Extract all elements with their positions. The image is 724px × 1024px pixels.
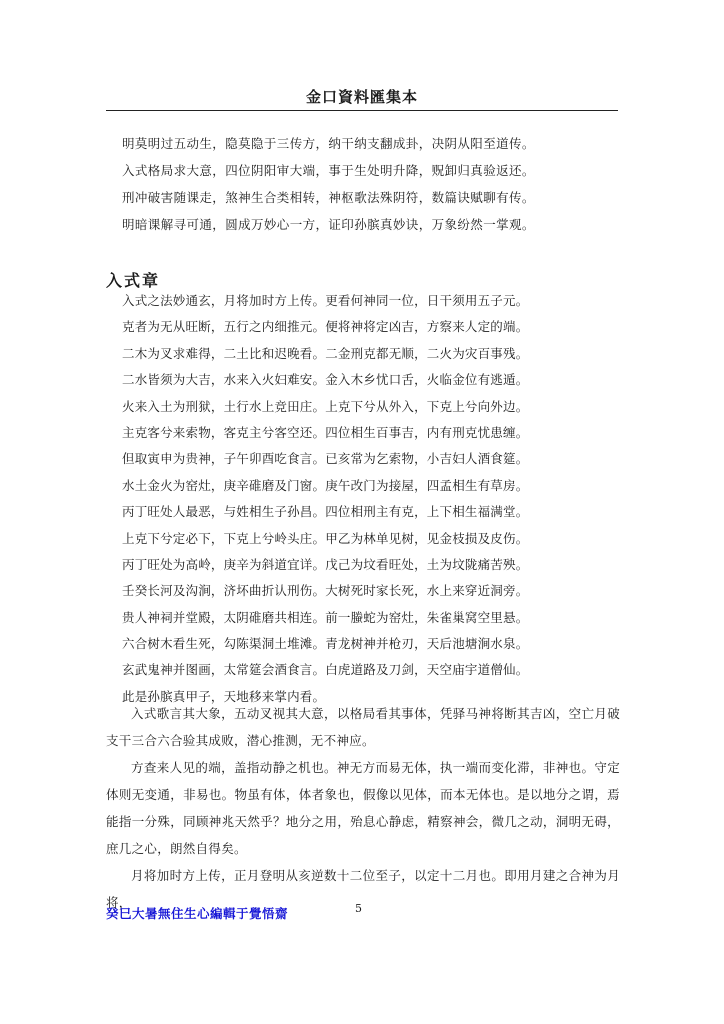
poem-line: 上克下兮定必下，下克上兮岭头庄。甲乙为林单见树，见金枝损及皮伤。: [122, 530, 529, 546]
section-title: 入式章: [106, 271, 161, 290]
poem-line: 此是孙膑真甲子，天地移来掌内看。: [122, 688, 326, 704]
poem-line: 二水皆须为大吉，水来入火妇难安。金入木乡忧口舌，火临金位有逃遁。: [122, 372, 529, 388]
intro-poem-line: 刑冲破害随课走，煞神生合类相转，神枢歌法殊阴符，数篇诀赋聊有传。: [122, 190, 535, 205]
poem-line: 入式之法妙通玄，月将加时方上传。更看何神同一位，日干须用五子元。: [122, 293, 529, 308]
poem-line: 主克客兮来索物，客克主兮客空还。四位相生百事吉，内有刑克忧患缠。: [122, 424, 529, 440]
page-number: 5: [355, 902, 362, 915]
intro-poem-line: 明暗课解寻可通，圆成万妙心一方，证印孙膑真妙诀，万象纷然一掌观。: [122, 217, 535, 232]
prose-body: [106, 700, 620, 916]
poem-line: 六合树木看生死，勾陈渠洞土堆滩。青龙树神并枪刃，天后池塘涧水泉。: [122, 636, 529, 652]
poem-line: 贵人神祠并堂殿，太阴碓磨共相连。前一螣蛇为窑灶，朱雀巢窝空里悬。: [122, 609, 529, 625]
poem-line: 壬癸长河及沟涧，济坏曲折认刑伤。大树死时家长死，水上来穿近洞旁。: [122, 583, 529, 599]
poem-line: 克者为无从旺断，五行之内细推元。便将神将定凶吉，方察来人定的端。: [122, 319, 529, 335]
prose-paragraph: 月将加时方上传，正月登明从亥逆数十二位至子，以定十二月也。即用月建之合神为月将，: [106, 868, 620, 910]
poem-line: 丙丁旺处人最恶，与姓相生子孙昌。四位相刑主有克，上下相生福满堂。: [122, 504, 529, 520]
section-poem: [122, 288, 622, 710]
intro-poem: [122, 130, 622, 238]
prose-paragraph: 入式歌言其大象，五动叉视其大意，以格局看其事体，凭驿马神将断其吉凶，空亡月破支干三合六合验其成败，潜心推测，无不神应。: [106, 706, 620, 748]
poem-line: 但取寅申为贵神，子午卯酉吃食言。已亥常为乞索物，小吉妇人酒食筵。: [122, 451, 529, 467]
page-title: 金口資料匯集本: [305, 88, 418, 106]
poem-line: 水土金火为窑灶，庚辛碓磨及门窗。庚午改门为接屋，四孟相生有草房。: [122, 477, 529, 493]
intro-poem-line: 入式格局求大意，四位阴阳审大端，事于生处明升降，贶卸归真验返还。: [122, 163, 535, 178]
poem-line: 丙丁旺处为高岭，庚辛为斜道宜详。戊己为坟看旺处，土为坟陇痛苦殃。: [122, 556, 529, 572]
footer-credit: 癸巳大暑無住生心編輯于覺悟齋: [106, 906, 289, 921]
poem-line: 火来入土为刑狱，土行水上竞田庄。上克下兮从外入，下克上兮向外边。: [122, 398, 529, 414]
intro-poem-line: 明莫明过五动生，隐莫隐于三传方，纳干纳支翻成卦，决阴从阳至道传。: [122, 136, 535, 151]
poem-line: 二木为叉求难得，二土比和迟晚看。二金刑克都无顺，二火为灾百事残。: [122, 345, 529, 361]
page-header: [106, 80, 618, 111]
poem-line: 玄武鬼神并图画，太常筵会酒食言。白虎道路及刀剑，天空庙宇道僧仙。: [122, 662, 529, 678]
prose-paragraph: 方查来人见的端，盖指动静之机也。神无方而易无体，执一端而变化滞，非神也。守定体则无变通，非易也。物虽有体，体者象也，假像以见体，而本无体也。是以地分之谓，焉能指一分殊，同顾神兆天然乎？地分之用，殆息心静虑，精察神会，微几之动，洞明无碍，庶几之心，朗然自得矣。: [106, 760, 620, 856]
